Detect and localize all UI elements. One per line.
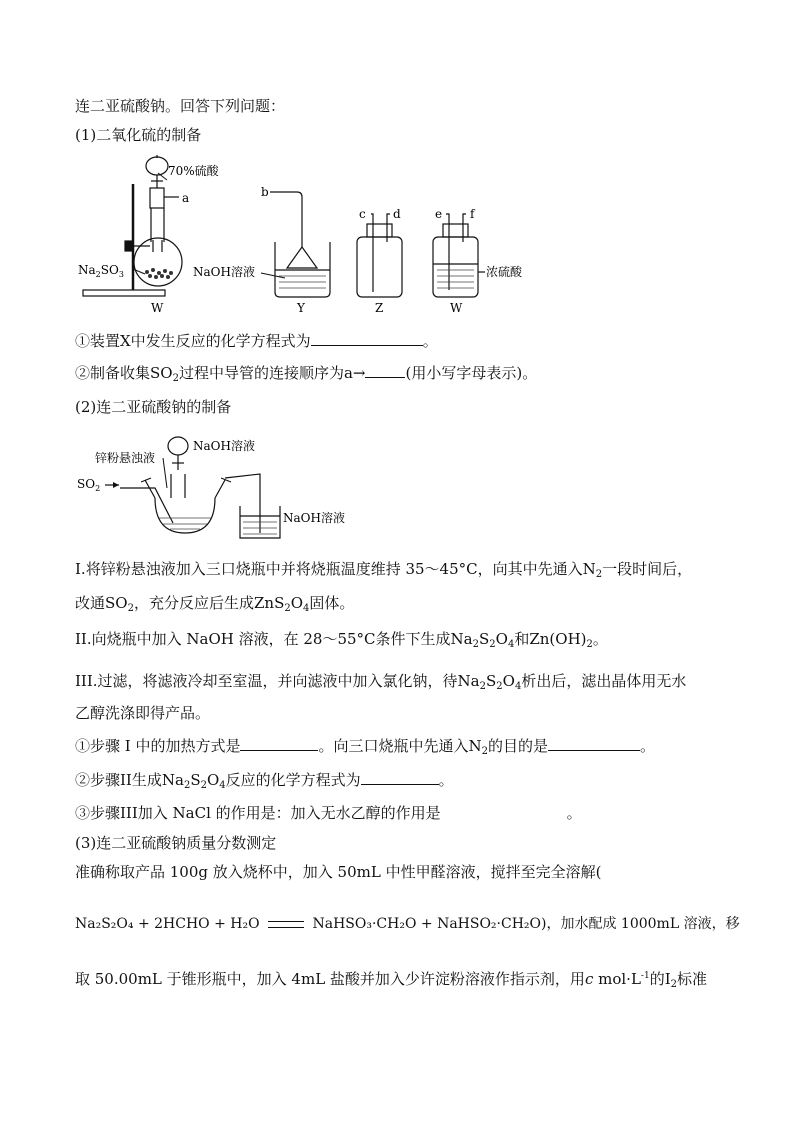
step1-line2: 改通$SO_2$，充分反应后生成$ZnS_2O_4$固体。 — [75, 594, 355, 614]
acid-label: 70%硫酸 — [168, 164, 219, 178]
part2-heading: (2)连二亚硫酸钠的制备 — [75, 398, 232, 416]
step3-line1: III.过滤，将滤液冷却至室温，并向滤液中加入氯化钠，待$Na_2S_2O_4$析出后，滤出晶体用无水 — [75, 672, 687, 692]
part2-q2: ②步骤II生成$Na_2S_2O_4$反应的化学方程式为 。 — [75, 771, 454, 791]
app-z-label: Z — [375, 301, 384, 315]
so2-apparatus-figure — [75, 152, 555, 317]
answer-blank[interactable] — [311, 331, 423, 346]
part1-heading: (1)二氧化硫的制备 — [75, 126, 202, 144]
conc-acid-label: 浓硫酸 — [486, 265, 523, 279]
port-e-label: e — [435, 207, 443, 221]
naoh-top-label: NaOH溶液 — [193, 439, 255, 453]
part3-heading: (3)连二亚硫酸钠质量分数测定 — [75, 834, 277, 852]
so2-label: $SO_2$ — [77, 477, 101, 493]
step1-line1: I.将锌粉悬浊液加入三口烧瓶中并将烧瓶温度维持 35～45°C，向其中先通入$N_2$一段时间后， — [75, 560, 693, 580]
port-a-label: a — [182, 191, 190, 205]
part3-text1: 准确称取产品 100g 放入烧杯中，加入 50mL 中性甲醛溶液，搅拌至完全溶解( — [75, 863, 602, 881]
port-f-label: f — [470, 207, 475, 221]
port-d-label: d — [393, 207, 401, 221]
answer-blank[interactable] — [240, 736, 318, 751]
app-x-label: W — [151, 301, 164, 315]
port-b-label: b — [261, 185, 269, 199]
dithionite-apparatus-figure — [75, 428, 405, 543]
reaction-equation: Na₂S₂O₄ + 2HCHO + H₂O NaHSO₃·CH₂O + NaHSO₂·CH₂O)，加水配成 1000mL 溶液，移 — [75, 916, 740, 932]
answer-blank[interactable] — [361, 770, 439, 785]
apparatus-w — [433, 214, 485, 297]
intro-text: 连二亚硫酸钠。回答下列问题： — [75, 97, 286, 115]
part1-q2: ②制备收集$SO_2$过程中导管的连接顺序为a→ (用小写字母表示)。 — [75, 364, 538, 384]
part2-q1: ①步骤 I 中的加热方式是 。向三口烧瓶中先通入$N_2$的目的是 。 — [75, 737, 656, 757]
naoh-label: NaOH溶液 — [193, 265, 255, 279]
apparatus-y — [270, 192, 330, 297]
part3-text3: 取 50.00mL 于锥形瓶中，加入 4mL 盐酸并加入少许淀粉溶液作指示剂，用c $mol\cdot L^{-1}$的$I_2$标准 — [75, 970, 708, 990]
app-w-label: W — [450, 301, 463, 315]
na2so3-label: $Na_2SO_3$ — [78, 263, 124, 279]
naoh-beaker-label: NaOH溶液 — [283, 511, 345, 525]
port-c-label: c — [359, 207, 366, 221]
step2-line: II.向烧瓶中加入 NaOH 溶液，在 28～55°C条件下生成$Na_2S_2O_4$和$Zn(OH)_2$。 — [75, 630, 608, 650]
equals-sign — [268, 921, 304, 928]
part2-q3: ③步骤III加入 NaCl 的作用是：加入无水乙醇的作用是 。 — [75, 804, 582, 822]
app-y-label: Y — [297, 301, 305, 315]
step3-line2: 乙醇洗涤即得产品。 — [75, 704, 211, 722]
apparatus-z — [357, 214, 402, 297]
zinc-label: 锌粉悬浊液 — [95, 451, 156, 465]
part1-q1: ①装置X中发生反应的化学方程式为 。 — [75, 332, 438, 350]
answer-blank[interactable] — [548, 736, 640, 751]
answer-blank[interactable] — [365, 363, 405, 378]
